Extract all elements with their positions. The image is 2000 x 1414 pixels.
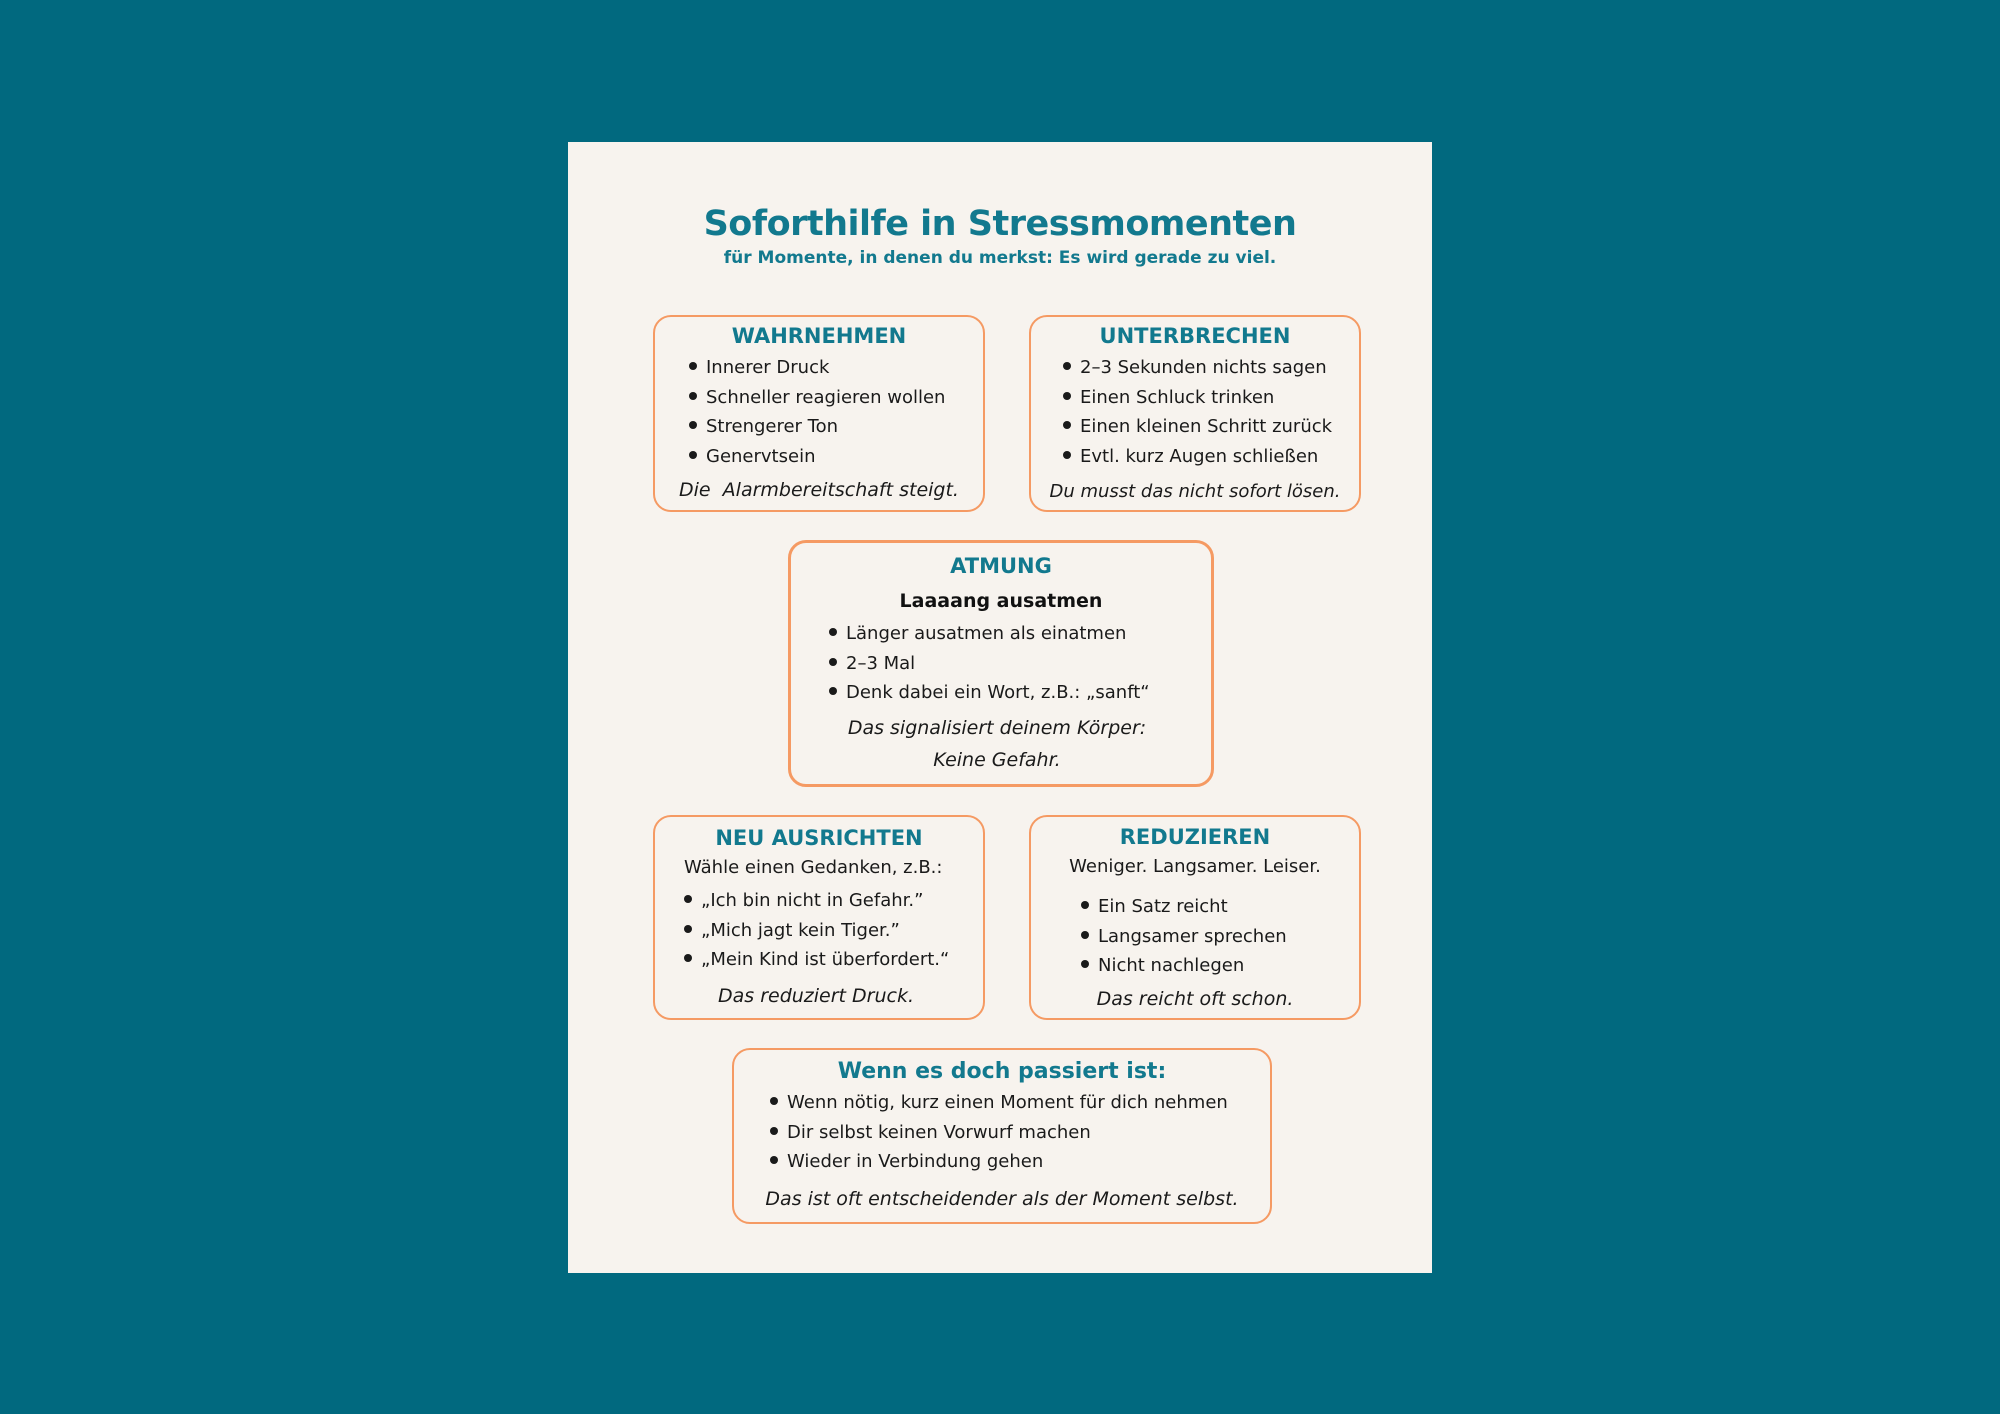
list-item: 2–3 Sekunden nichts sagen — [1063, 353, 1332, 383]
card-wenn-passiert — [732, 1048, 1272, 1224]
bullet-icon — [770, 1097, 778, 1105]
card-note-line-1: Das signalisiert deinem Körper: — [847, 717, 1147, 739]
bullet-icon — [1063, 362, 1071, 370]
bullet-icon — [1063, 451, 1071, 459]
card-note-line-2: Keine Gefahr. — [933, 749, 1061, 771]
card-neu-ausrichten — [653, 815, 985, 1020]
card-intro: Weniger. Langsamer. Leiser. — [1069, 856, 1321, 877]
card-heading: NEU AUSRICHTEN — [715, 826, 923, 850]
bullet-icon — [1081, 960, 1089, 968]
bullet-list — [829, 619, 1150, 708]
card-unterbrechen — [1029, 315, 1361, 512]
bullet-icon — [829, 658, 837, 666]
bullet-icon — [1063, 392, 1071, 400]
list-item: 2–3 Mal — [829, 649, 1150, 679]
list-item: Wieder in Verbindung gehen — [770, 1147, 1228, 1177]
bullet-icon — [689, 362, 697, 370]
card-intro: Wähle einen Gedanken, z.B.: — [684, 857, 943, 878]
card-wahrnehmen — [653, 315, 985, 512]
card-note: Das reduziert Druck. — [717, 985, 915, 1007]
list-item: „Ich bin nicht in Gefahr.” — [684, 886, 949, 916]
bullet-icon — [689, 392, 697, 400]
card-heading: REDUZIEREN — [1119, 825, 1271, 849]
bullet-icon — [1081, 901, 1089, 909]
list-item: Evtl. kurz Augen schließen — [1063, 442, 1332, 472]
card-reduzieren — [1029, 815, 1361, 1020]
info-sheet — [568, 142, 1432, 1273]
card-note: Du musst das nicht sofort lösen. — [1049, 481, 1341, 502]
bullet-icon — [829, 687, 837, 695]
bullet-icon — [684, 925, 692, 933]
card-heading: WAHRNEHMEN — [731, 324, 907, 348]
card-atmung — [788, 540, 1214, 787]
bullet-icon — [684, 954, 692, 962]
card-heading: Wenn es doch passiert ist: — [837, 1059, 1167, 1084]
card-note: Die Alarmbereitschaft steigt. — [679, 479, 959, 501]
bullet-list — [1081, 892, 1287, 981]
bullet-icon — [1081, 931, 1089, 939]
list-item: Wenn nötig, kurz einen Moment für dich nehmen — [770, 1088, 1228, 1118]
bullet-icon — [689, 451, 697, 459]
list-item: Innerer Druck — [689, 353, 945, 383]
list-item: Einen kleinen Schritt zurück — [1063, 412, 1332, 442]
list-item: Langsamer sprechen — [1081, 922, 1287, 952]
list-item: „Mich jagt kein Tiger.” — [684, 916, 949, 946]
list-item: Strengerer Ton — [689, 412, 945, 442]
page-subtitle: für Momente, in denen du merkst: Es wird gerade zu viel. — [723, 248, 1277, 268]
list-item: Ein Satz reicht — [1081, 892, 1287, 922]
card-note: Das ist oft entscheidender als der Moment selbst. — [765, 1188, 1239, 1210]
list-item: Länger ausatmen als einatmen — [829, 619, 1150, 649]
page-title: Soforthilfe in Stressmomenten — [703, 204, 1297, 244]
card-heading: ATMUNG — [950, 554, 1052, 578]
list-item: Genervtsein — [689, 442, 945, 472]
bullet-list — [684, 886, 949, 975]
card-note: Das reicht oft schon. — [1096, 988, 1294, 1010]
bullet-list — [689, 353, 945, 471]
bullet-icon — [829, 628, 837, 636]
list-item: Dir selbst keinen Vorwurf machen — [770, 1118, 1228, 1148]
bullet-list — [770, 1088, 1228, 1177]
bullet-list — [1063, 353, 1332, 471]
list-item: Einen Schluck trinken — [1063, 383, 1332, 413]
bullet-icon — [684, 895, 692, 903]
bullet-icon — [770, 1127, 778, 1135]
card-heading: UNTERBRECHEN — [1099, 324, 1291, 348]
bullet-icon — [689, 421, 697, 429]
list-item: Nicht nachlegen — [1081, 951, 1287, 981]
bullet-icon — [770, 1156, 778, 1164]
list-item: Denk dabei ein Wort, z.B.: „sanft“ — [829, 678, 1150, 708]
card-emphasis: Laaaang ausatmen — [899, 590, 1103, 612]
list-item: Schneller reagieren wollen — [689, 383, 945, 413]
bullet-icon — [1063, 421, 1071, 429]
list-item: „Mein Kind ist überfordert.“ — [684, 945, 949, 975]
